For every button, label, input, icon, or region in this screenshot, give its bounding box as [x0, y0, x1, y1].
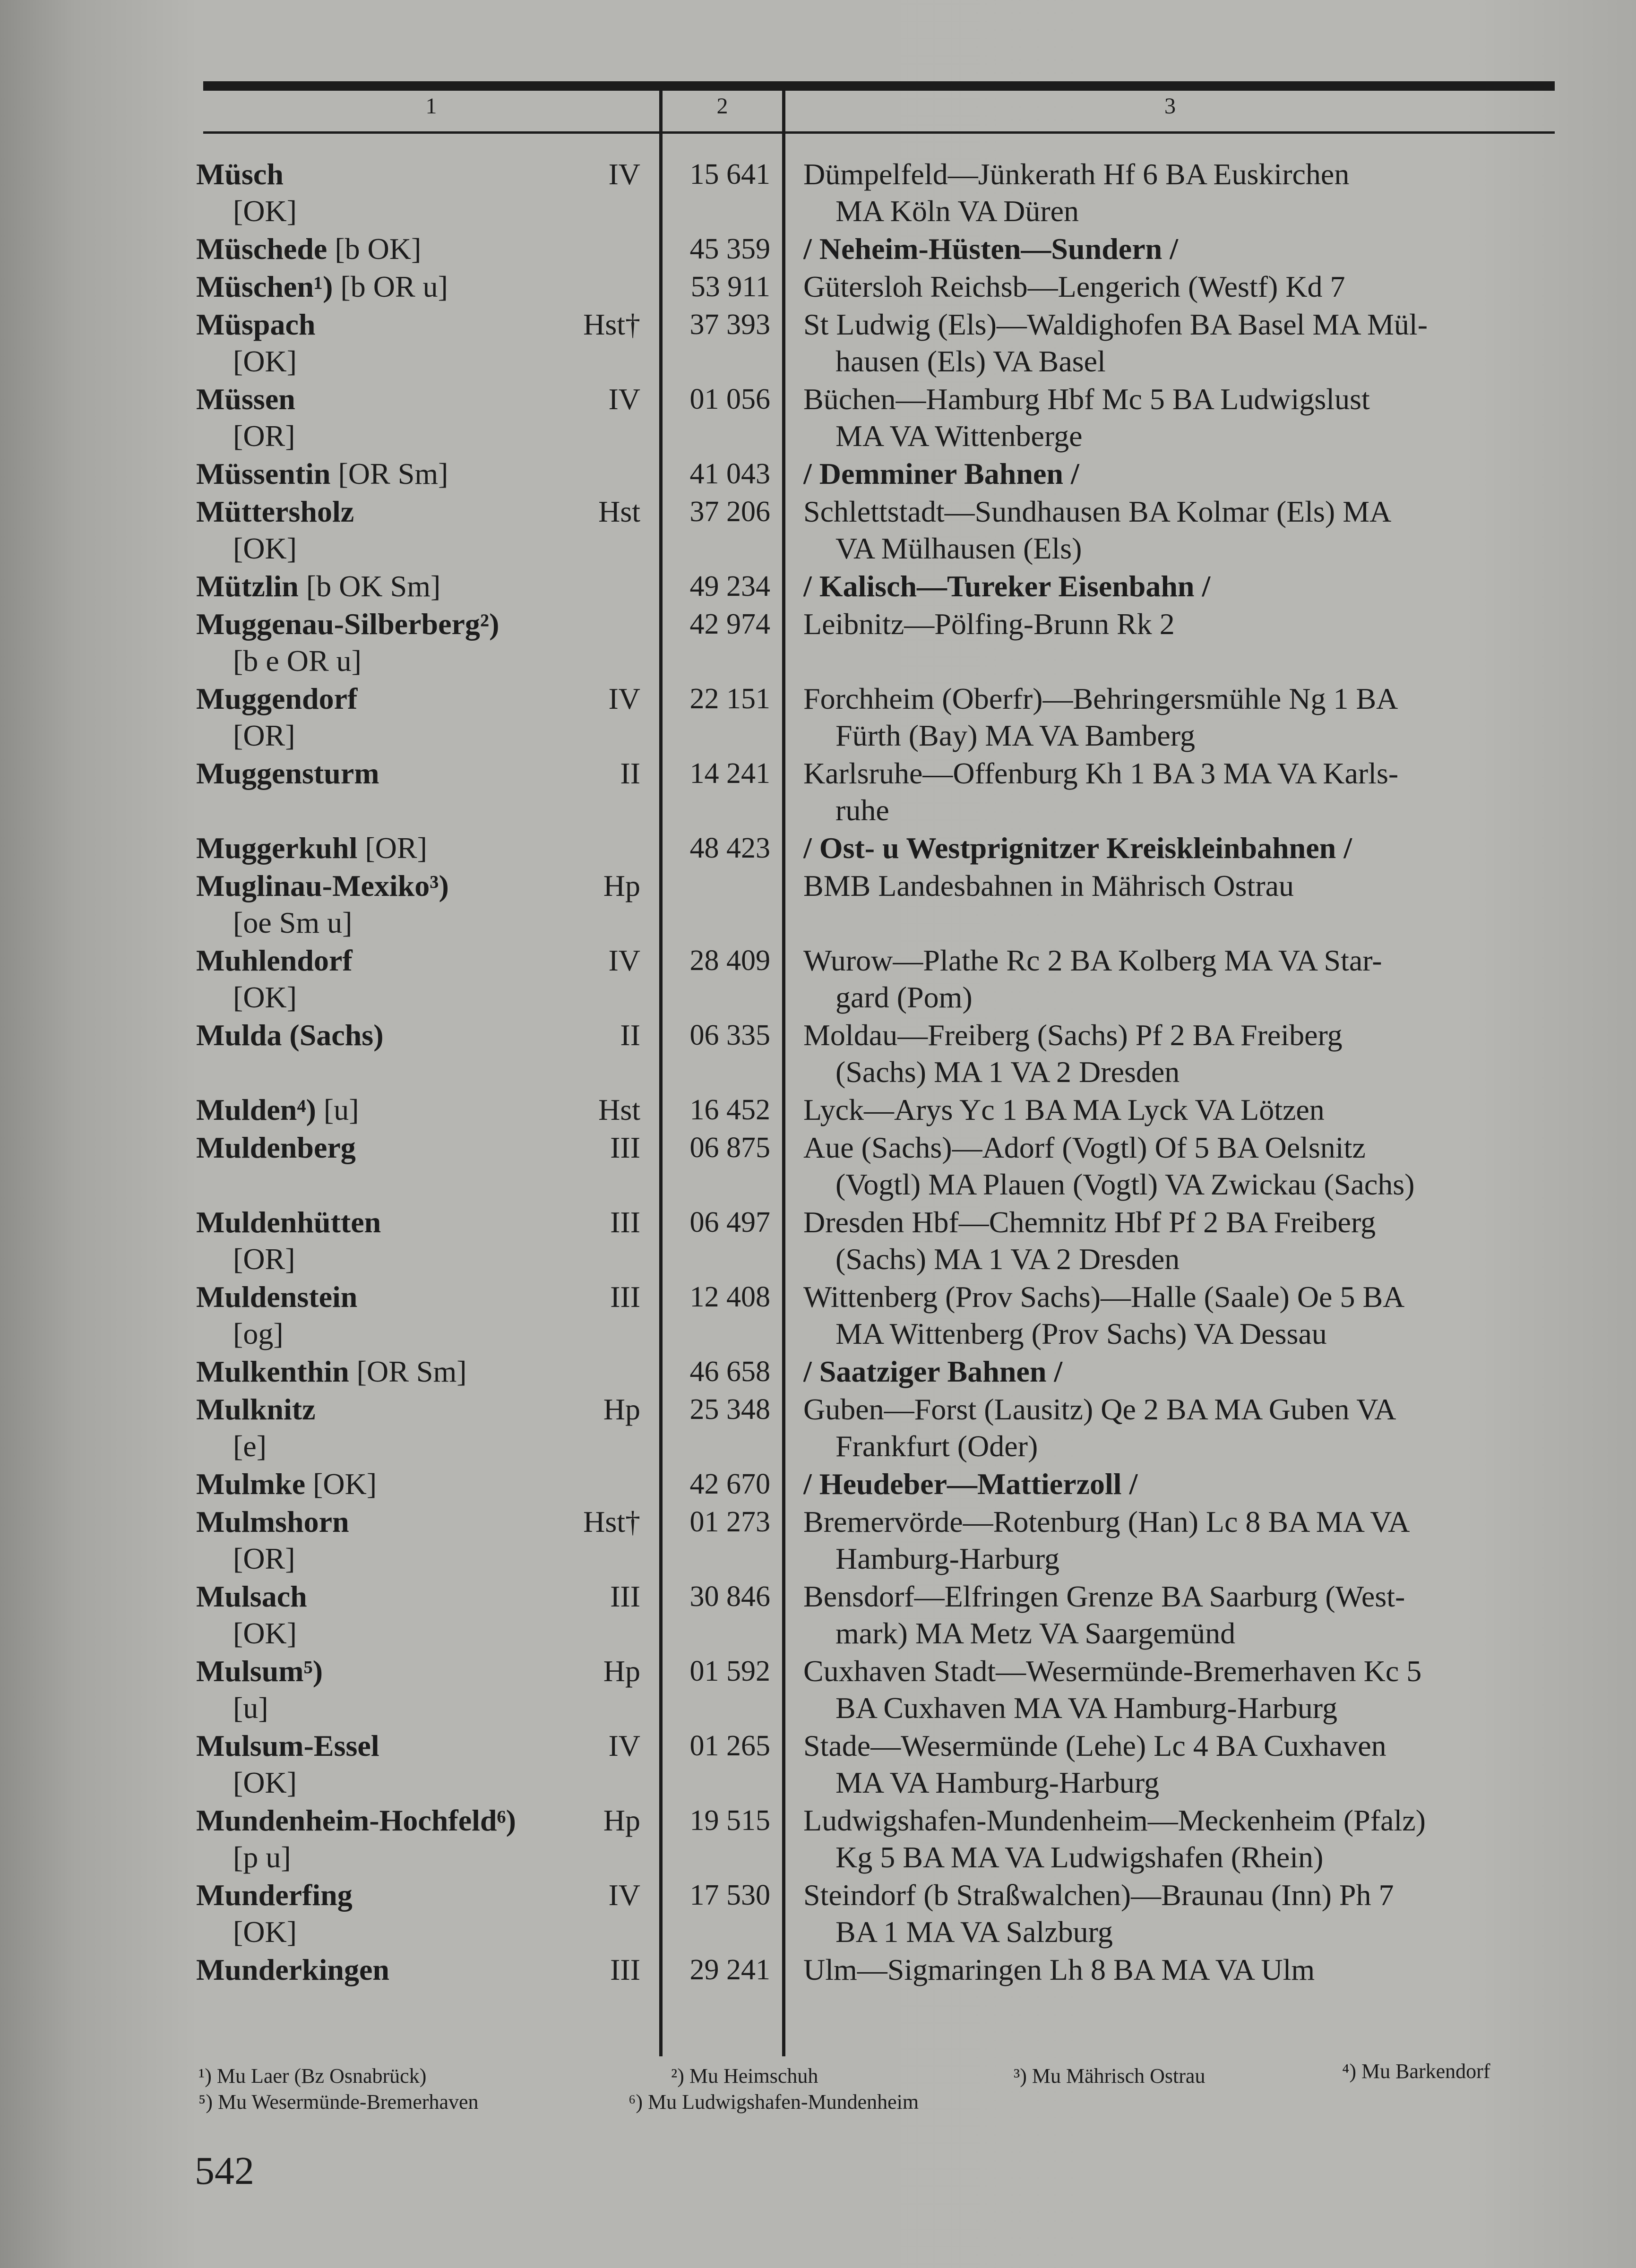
route-description — [803, 1391, 1555, 1465]
station-name: Muggenau-Silberberg²) — [196, 607, 499, 641]
station-class: Hst — [598, 1093, 640, 1126]
station-remarks: [OK] — [233, 1766, 297, 1799]
station-remarks: [oe Sm u] — [233, 906, 353, 939]
route-description — [803, 1129, 1555, 1203]
route-line: MA Köln VA Düren — [835, 194, 1079, 228]
route-line: Fürth (Bay) MA VA Bamberg — [835, 719, 1195, 752]
route-description — [803, 1017, 1555, 1091]
station-name-cell — [196, 606, 621, 679]
station-code: 01 265 — [689, 1730, 770, 1762]
station-code: 42 974 — [689, 608, 770, 640]
route-description — [803, 830, 1555, 867]
station-class: III — [610, 1205, 640, 1239]
station-name-cell — [196, 830, 621, 867]
route-line: / Saatziger Bahnen / — [803, 1355, 1063, 1388]
station-code: 25 348 — [689, 1393, 770, 1426]
station-code: 01 273 — [689, 1506, 770, 1538]
station-remarks: [u] — [233, 1691, 268, 1725]
route-description — [803, 606, 1555, 643]
station-class: II — [620, 756, 640, 790]
table-row — [0, 1129, 1636, 1204]
station-code: 06 875 — [689, 1132, 770, 1164]
route-line: Kg 5 BA MA VA Ludwigshafen (Rhein) — [835, 1840, 1324, 1874]
station-name: Muldenstein — [196, 1280, 358, 1314]
station-remarks: [b e OR u] — [233, 644, 362, 678]
station-name: Müssentin — [196, 457, 331, 490]
station-code: 29 241 — [689, 1954, 770, 1986]
table-row — [0, 830, 1636, 868]
station-name: Müssen — [196, 382, 295, 416]
station-code: 41 043 — [689, 458, 770, 490]
route-line: / Neheim-Hüsten—Sundern / — [803, 232, 1178, 266]
route-line: (Vogtl) MA Plauen (Vogtl) VA Zwickau (Sachs) — [835, 1168, 1415, 1201]
route-line: Steindorf (b Straßwalchen)—Braunau (Inn) Ph 7 — [803, 1878, 1394, 1912]
footnote-4: ⁴) Mu Barkendorf — [1342, 2060, 1490, 2083]
station-name: Muglinau-Mexiko³) — [196, 869, 449, 902]
route-line: Frankfurt (Oder) — [835, 1429, 1038, 1463]
route-description — [803, 1091, 1555, 1128]
station-class: III — [610, 1953, 640, 1986]
station-name: Mützlin — [196, 569, 299, 603]
route-line: hausen (Els) VA Basel — [835, 344, 1106, 378]
table-row — [0, 1466, 1636, 1503]
station-name: Müsch — [196, 157, 284, 191]
table-row — [0, 1578, 1636, 1653]
route-description — [803, 1802, 1555, 1876]
station-code: 49 234 — [689, 570, 770, 602]
table-row — [0, 568, 1636, 606]
footnote-5: ⁵) Mu Wesermünde-Bremerhaven — [198, 2090, 479, 2113]
table-row — [0, 156, 1636, 231]
route-line: Guben—Forst (Lausitz) Qe 2 BA MA Guben VA — [803, 1392, 1396, 1426]
table-row — [0, 942, 1636, 1017]
route-description — [803, 1466, 1555, 1503]
route-line: Lyck—Arys Yc 1 BA MA Lyck VA Lötzen — [803, 1093, 1325, 1126]
station-class: III — [610, 1280, 640, 1314]
station-remarks: [OK] — [233, 1915, 297, 1949]
route-description — [803, 868, 1555, 904]
station-remarks: [OK] — [305, 1467, 377, 1501]
station-name-cell — [196, 1466, 621, 1503]
page-number: 542 — [195, 2149, 254, 2193]
station-code: 45 359 — [689, 233, 770, 265]
station-code: 06 497 — [689, 1206, 770, 1238]
station-remarks: [OR] — [233, 719, 295, 752]
station-class: III — [610, 1580, 640, 1613]
station-name: Mulknitz — [196, 1392, 316, 1426]
station-name: Mundenheim-Hochfeld⁶) — [196, 1804, 516, 1837]
station-remarks: [p u] — [233, 1840, 291, 1874]
route-line: Bensdorf—Elfringen Grenze BA Saarburg (West- — [803, 1580, 1405, 1613]
station-remarks: [OR] — [357, 831, 427, 865]
station-remarks: [OR Sm] — [349, 1355, 467, 1388]
route-description — [803, 231, 1555, 267]
route-line: MA Wittenberg (Prov Sachs) VA Dessau — [835, 1317, 1327, 1350]
route-line: VA Mülhausen (Els) — [835, 532, 1082, 565]
route-description — [803, 942, 1555, 1016]
route-description — [803, 1951, 1555, 1988]
route-line: MA VA Wittenberge — [835, 419, 1083, 453]
station-class: Hst† — [583, 308, 640, 341]
station-name: Müschen¹) — [196, 270, 333, 303]
station-remarks: [OR] — [233, 1542, 295, 1575]
route-description — [803, 381, 1555, 455]
route-line: Forchheim (Oberfr)—Behringersmühle Ng 1 BA — [803, 682, 1398, 715]
station-remarks: [OR] — [233, 419, 295, 453]
station-code: 28 409 — [689, 945, 770, 977]
footnote-3: ³) Mu Mährisch Ostrau — [1014, 2064, 1205, 2088]
station-class: IV — [608, 382, 640, 416]
table-row — [0, 1727, 1636, 1802]
station-list — [0, 156, 1636, 1989]
route-line: Gütersloh Reichsb—Lengerich (Westf) Kd 7 — [803, 270, 1345, 303]
station-code: 01 592 — [689, 1655, 770, 1687]
route-line: Leibnitz—Pölfing-Brunn Rk 2 — [803, 607, 1175, 641]
station-code: 37 206 — [689, 496, 770, 528]
station-name-cell — [196, 455, 621, 492]
station-name: Mulsum⁵) — [196, 1654, 323, 1688]
station-name: Mulden⁴) — [196, 1093, 316, 1126]
route-line: Ulm—Sigmaringen Lh 8 BA MA VA Ulm — [803, 1953, 1315, 1986]
route-line: Dümpelfeld—Jünkerath Hf 6 BA Euskirchen — [803, 157, 1350, 191]
station-name-cell — [196, 231, 621, 267]
station-name: Muldenhütten — [196, 1205, 381, 1239]
table-row — [0, 1204, 1636, 1279]
column-number-2: 2 — [716, 94, 728, 119]
route-line: Büchen—Hamburg Hbf Mc 5 BA Ludwigslust — [803, 382, 1370, 416]
table-row — [0, 381, 1636, 455]
station-remarks: [b OK Sm] — [298, 569, 441, 603]
station-code: 30 846 — [689, 1581, 770, 1613]
route-line: / Heudeber—Mattierzoll / — [803, 1467, 1138, 1501]
station-remarks: [b OR u] — [333, 270, 448, 303]
station-code: 22 151 — [689, 683, 770, 715]
route-line: BA Cuxhaven MA VA Hamburg-Harburg — [835, 1691, 1337, 1725]
route-line: BA 1 MA VA Salzburg — [835, 1915, 1113, 1949]
route-line: Bremervörde—Rotenburg (Han) Lc 8 BA MA VA — [803, 1505, 1410, 1538]
route-line: St Ludwig (Els)—Waldighofen BA Basel MA Mül- — [803, 308, 1428, 341]
route-line: / Kalisch—Tureker Eisenbahn / — [803, 569, 1211, 603]
station-remarks: [OK] — [233, 980, 297, 1014]
station-name: Mulmke — [196, 1467, 306, 1501]
route-line: Wurow—Plathe Rc 2 BA Kolberg MA VA Star- — [803, 944, 1382, 977]
route-line: mark) MA Metz VA Saargemünd — [835, 1616, 1236, 1650]
route-line: Hamburg-Harburg — [835, 1542, 1059, 1575]
table-row — [0, 1951, 1636, 1989]
route-line: Cuxhaven Stadt—Wesermünde-Bremerhaven Kc 5 — [803, 1654, 1422, 1688]
station-class: Hst — [598, 495, 640, 528]
route-line: Stade—Wesermünde (Lehe) Lc 4 BA Cuxhaven — [803, 1729, 1386, 1762]
route-description — [803, 1578, 1555, 1652]
station-remarks: [b OK] — [327, 232, 422, 266]
table-row — [0, 231, 1636, 268]
station-remarks: [OK] — [233, 194, 297, 228]
route-description — [803, 1279, 1555, 1352]
footnote-1: ¹) Mu Laer (Bz Osnabrück) — [198, 2064, 427, 2088]
station-code: 14 241 — [689, 757, 770, 790]
station-name-cell — [196, 1353, 621, 1390]
station-name: Mulsach — [196, 1580, 307, 1613]
route-description — [803, 1877, 1555, 1950]
station-code: 53 911 — [690, 271, 770, 303]
route-line: ruhe — [835, 793, 889, 827]
station-name: Munderkingen — [196, 1953, 389, 1986]
route-line: Wittenberg (Prov Sachs)—Halle (Saale) Oe 5 BA — [803, 1280, 1405, 1314]
station-code: 42 670 — [689, 1468, 770, 1500]
route-line: Ludwigshafen-Mundenheim—Meckenheim (Pfalz) — [803, 1804, 1426, 1837]
route-description — [803, 755, 1555, 829]
table-row — [0, 1279, 1636, 1353]
station-class: IV — [608, 944, 640, 977]
table-row — [0, 1353, 1636, 1391]
station-name: Müttersholz — [196, 495, 354, 528]
table-row — [0, 755, 1636, 830]
station-name-cell — [196, 268, 621, 305]
station-class: Hp — [603, 869, 640, 902]
station-class: II — [620, 1018, 640, 1052]
route-description — [803, 1503, 1555, 1577]
station-name: Muggendorf — [196, 682, 358, 715]
route-line: MA VA Hamburg-Harburg — [835, 1766, 1160, 1799]
table-row — [0, 1877, 1636, 1951]
station-name: Mulkenthin — [196, 1355, 349, 1388]
route-description — [803, 680, 1555, 754]
table-row — [0, 680, 1636, 755]
table-row — [0, 1017, 1636, 1091]
station-remarks: [OR Sm] — [330, 457, 448, 490]
station-remarks: [OR] — [233, 1242, 295, 1276]
column-number-1: 1 — [425, 94, 437, 119]
station-remarks: [u] — [316, 1093, 359, 1126]
station-code: 06 335 — [689, 1019, 770, 1051]
table-row — [0, 306, 1636, 381]
station-class: IV — [608, 1729, 640, 1762]
station-class: Hst† — [583, 1505, 640, 1538]
route-description — [803, 493, 1555, 567]
footnote-6: ⁶) Mu Ludwigshafen-Mundenheim — [629, 2090, 919, 2113]
station-remarks: [e] — [233, 1429, 267, 1463]
route-description — [803, 306, 1555, 380]
station-class: IV — [608, 157, 640, 191]
route-line: (Sachs) MA 1 VA 2 Dresden — [835, 1242, 1180, 1276]
route-description — [803, 455, 1555, 492]
route-description — [803, 568, 1555, 605]
station-code: 01 056 — [689, 383, 770, 415]
station-name: Müspach — [196, 308, 316, 341]
route-description — [803, 1353, 1555, 1390]
station-name: Mulsum-Essel — [196, 1729, 379, 1762]
table-row — [0, 1091, 1636, 1129]
station-remarks: [OK] — [233, 344, 297, 378]
station-code: 48 423 — [689, 832, 770, 864]
route-line: / Ost- u Westprignitzer Kreiskleinbahnen / — [803, 831, 1352, 865]
station-name: Muldenberg — [196, 1131, 356, 1164]
route-description — [803, 1653, 1555, 1727]
station-name: Munderfing — [196, 1878, 353, 1912]
station-code: 16 452 — [689, 1094, 770, 1126]
station-class: IV — [608, 682, 640, 715]
route-line: Schlettstadt—Sundhausen BA Kolmar (Els) MA — [803, 495, 1392, 528]
table-row — [0, 1391, 1636, 1466]
station-code: 15 641 — [689, 158, 770, 190]
station-name: Muggensturm — [196, 756, 379, 790]
station-name: Muggerkuhl — [196, 831, 358, 865]
column-number-3: 3 — [1164, 94, 1176, 119]
route-description — [803, 268, 1555, 305]
header-underline — [203, 131, 1555, 134]
table-row — [0, 1653, 1636, 1727]
station-class: IV — [608, 1878, 640, 1912]
route-line: (Sachs) MA 1 VA 2 Dresden — [835, 1055, 1180, 1089]
table-row — [0, 1802, 1636, 1877]
station-remarks: [OK] — [233, 1616, 297, 1650]
station-name: Müschede — [196, 232, 327, 266]
table-row — [0, 868, 1636, 942]
station-code: 19 515 — [689, 1804, 770, 1837]
table-row — [0, 606, 1636, 680]
station-code: 46 658 — [689, 1356, 770, 1388]
station-name: Mulmshorn — [196, 1505, 349, 1538]
station-name: Muhlendorf — [196, 944, 353, 977]
route-line: BMB Landesbahnen in Mährisch Ostrau — [803, 869, 1294, 902]
station-class: Hp — [603, 1804, 640, 1837]
route-line: / Demminer Bahnen / — [803, 457, 1079, 490]
station-name: Mulda (Sachs) — [196, 1018, 384, 1052]
table-row — [0, 1503, 1636, 1578]
route-description — [803, 1727, 1555, 1801]
table-row — [0, 493, 1636, 568]
station-remarks: [og] — [233, 1317, 284, 1350]
route-line: Aue (Sachs)—Adorf (Vogtl) Of 5 BA Oelsnitz — [803, 1131, 1366, 1164]
station-class: Hp — [603, 1392, 640, 1426]
route-description — [803, 156, 1555, 230]
route-line: Moldau—Freiberg (Sachs) Pf 2 BA Freiberg — [803, 1018, 1343, 1052]
footnote-2: ²) Mu Heimschuh — [671, 2064, 818, 2088]
route-description — [803, 1204, 1555, 1278]
station-class: Hp — [603, 1654, 640, 1688]
table-row — [0, 455, 1636, 493]
station-code: 17 530 — [689, 1879, 770, 1911]
header-rule — [203, 81, 1555, 91]
station-code: 37 393 — [689, 309, 770, 341]
route-line: gard (Pom) — [835, 980, 973, 1014]
station-code: 12 408 — [689, 1281, 770, 1313]
station-name-cell — [196, 568, 621, 605]
station-class: III — [610, 1131, 640, 1164]
route-line: Karlsruhe—Offenburg Kh 1 BA 3 MA VA Karls- — [803, 756, 1399, 790]
route-line: Dresden Hbf—Chemnitz Hbf Pf 2 BA Freiberg — [803, 1205, 1376, 1239]
station-remarks: [OK] — [233, 532, 297, 565]
table-row — [0, 268, 1636, 306]
